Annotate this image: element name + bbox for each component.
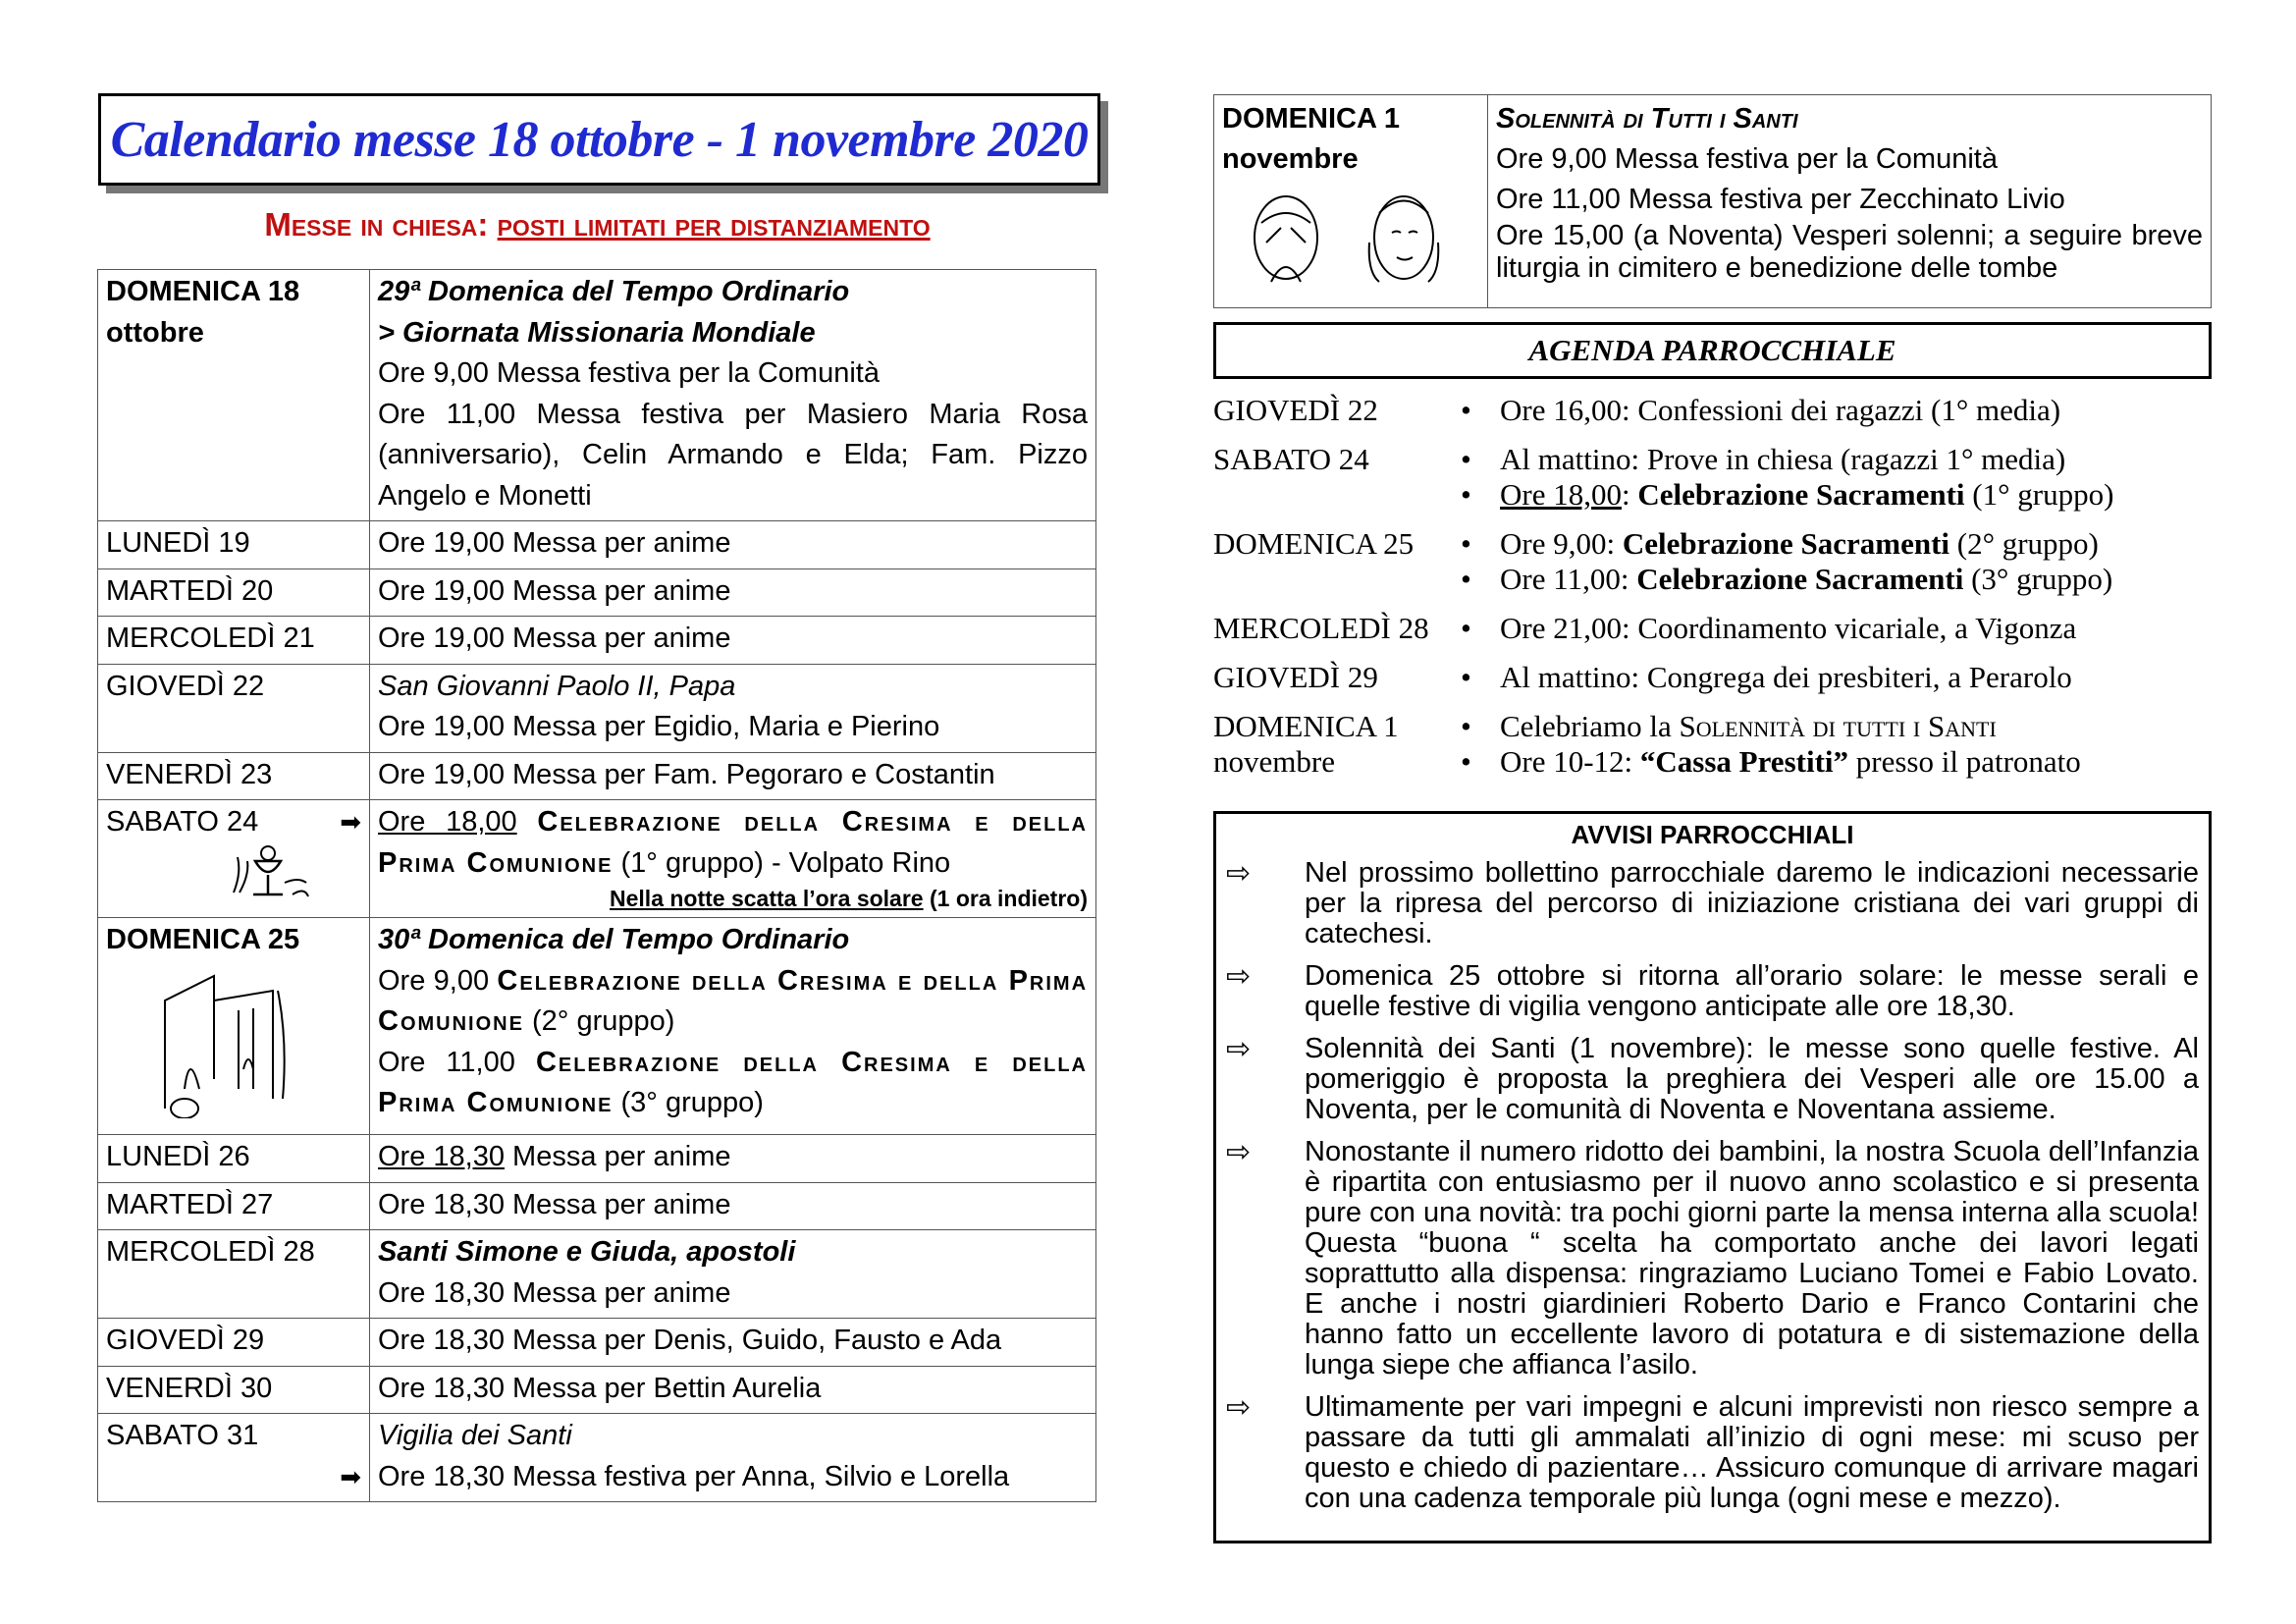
communion-chalice-icon [106, 843, 361, 913]
table-row [1214, 95, 2212, 308]
agenda-time: Ore 9,00: [1500, 526, 1623, 561]
day-cell [98, 270, 370, 521]
mass-line: Ore 19,00 Messa per anime [370, 617, 1096, 665]
mass-line: Ore 9,00 Messa festiva per la Comunità [378, 357, 880, 389]
table-row [98, 1230, 1096, 1319]
agenda-item [1459, 744, 2212, 780]
agenda-item: • Al mattino: Prove in chiesa (ragazzi 1° media) [1459, 442, 2212, 477]
agenda-day-month: novembre [1213, 744, 1335, 779]
subtitle-part1: Messe in chiesa: [264, 206, 489, 243]
mass-calendar-table [97, 269, 1096, 1502]
agenda-item: • Ore 16,00: Confessioni dei ragazzi (1° media) [1459, 393, 2212, 428]
agenda-row [1213, 442, 2212, 513]
table-row [98, 800, 1096, 918]
vigil-title: Vigilia dei Santi [378, 1420, 572, 1451]
day-label: MARTEDÌ 20 [98, 568, 370, 617]
note-rest: (1 ora indietro) [929, 886, 1088, 911]
day-label: DOMENICA 25 [106, 924, 300, 955]
agenda-time: Ore 11,00: [1500, 562, 1637, 596]
mass-line: Ore 19,00 Messa per Egidio, Maria e Pierino [378, 711, 940, 742]
hand-arrow-icon: ⇨ [1226, 857, 1252, 890]
arrow-right-icon: ➡ [340, 1461, 361, 1491]
agenda-row [1213, 393, 2212, 428]
arrow-right-icon: ➡ [340, 807, 361, 837]
liturgy-subtitle: > Giornata Missionaria Mondiale [378, 316, 816, 349]
notice-text: Domenica 25 ottobre si ritorna all’orario solare: le messe serali e quelle festive di vigilia vengono anticipate alle ore 18,30. [1305, 960, 2199, 1022]
day-label: VENERDÌ 23 [98, 752, 370, 800]
table-row [98, 1182, 1096, 1230]
notice-text: Solennità dei Santi (1 novembre): le messe sono quelle festive. Al pomeriggio è proposta la preghiera dei Vesperi alle ore 15.00 a Noventa, per le comunità di Noventa e Noventana assieme. [1305, 1033, 2199, 1125]
agenda-item: • Ore 21,00: Coordinamento vicariale, a Vigonza [1459, 611, 2212, 646]
mass-line: Ore 18,30 Messa per anime [378, 1276, 731, 1309]
day-cell [1214, 95, 1488, 308]
entry-cell [370, 270, 1096, 521]
title-box [98, 93, 1100, 186]
day-label: GIOVEDÌ 29 [98, 1319, 370, 1367]
mass-line: Ore 18,30 Messa per anime [370, 1182, 1096, 1230]
day-label: SABATO 31 [106, 1420, 259, 1451]
entry-cell [1488, 95, 2212, 308]
agenda-day: GIOVEDÌ 22 [1213, 393, 1378, 427]
table-row [98, 664, 1096, 752]
day-label: LUNEDÌ 26 [98, 1135, 370, 1183]
table-row [98, 1319, 1096, 1367]
agenda-day-label: DOMENICA 1 [1213, 709, 1399, 743]
notice-text: Nonostante il numero ridotto dei bambini, la nostra Scuola dell’Infanzia è ripartita con entusiasmo per il nuovo anno scolastico e si presenta pure con una novità: tra pochi giorni parte la mensa interna alla scuola! Questa “buona “ scelta ha comportato anche dei lavori legati soprattutto alla dispensa: ringraziamo Luciano Tomei e Fabio Lovato. E anche i nostri giardinieri Roberto Dario e Franco Contarini che hanno fatto un eccellente lavoro di potatura e di sistemazione della lunga siepe che affianca l’asilo. [1305, 1136, 2199, 1380]
day-label: GIOVEDÌ 22 [98, 664, 370, 752]
agenda-event: Celebrazione Sacramenti [1637, 477, 1965, 512]
table-row [98, 1366, 1096, 1414]
table-row [98, 521, 1096, 569]
entry-cell [370, 664, 1096, 752]
entry-cell [370, 1135, 1096, 1183]
mass-time: Ore 18,30 [378, 1141, 505, 1172]
mass-line: Messa per anime [512, 1141, 731, 1172]
table-row [98, 1135, 1096, 1183]
all-saints-table [1213, 94, 2212, 308]
agenda-item [1459, 526, 2212, 562]
subtitle-part2: posti limitati per distanziamento [497, 206, 931, 243]
agenda-heading [1213, 322, 2212, 379]
mass-line: Ore 11,00 Messa festiva per Masiero Maria Rosa (anniversario), Celin Armando e Elda; Fam. Pizzo Angelo e Monetti [378, 398, 1088, 512]
mass-line: Ore 19,00 Messa per Fam. Pegoraro e Costantin [370, 752, 1096, 800]
subtitle [98, 206, 1096, 244]
agenda-detail: (3° gruppo) [1963, 562, 2113, 596]
mass-line: Ore 15,00 (a Noventa) Vesperi solenni; a seguire breve liturgia in cimitero e benedizione delle tombe [1496, 220, 2203, 284]
table-row [98, 617, 1096, 665]
table-row [98, 1414, 1096, 1502]
day-label: VENERDÌ 30 [98, 1366, 370, 1414]
day-label: MERCOLEDÌ 21 [98, 617, 370, 665]
notices-title: AVVISI PARROCCHIALI [1571, 820, 1854, 849]
hand-arrow-icon: ⇨ [1226, 1136, 1252, 1168]
day-cell [98, 918, 370, 1135]
day-label: MARTEDÌ 27 [98, 1182, 370, 1230]
entry-cell [370, 1230, 1096, 1319]
mass-detail: (3° gruppo) [620, 1087, 764, 1118]
mass-line: Ore 11,00 Messa festiva per Zecchinato Livio [1496, 184, 2065, 215]
agenda-item: • Al mattino: Congrega dei presbiteri, a Perarolo [1459, 660, 2212, 695]
agenda-row [1213, 660, 2212, 695]
liturgy-title: 30ª Domenica del Tempo Ordinario [378, 924, 850, 955]
mass-line: Ore 18,30 Messa festiva per Anna, Silvio e Lorella [378, 1460, 1010, 1492]
agenda-day: SABATO 24 [1213, 442, 1369, 476]
notice-item [1226, 858, 2199, 949]
mass-time: Ore 18,00 [378, 806, 517, 838]
solemnity-title: Solennità di Tutti i Santi [1496, 103, 1798, 135]
agenda-title: AGENDA PARROCCHIALE [1528, 333, 1896, 367]
agenda-day [1213, 709, 1459, 780]
agenda-event: Solennità di tutti i Santi [1679, 709, 1997, 743]
table-row [98, 568, 1096, 617]
day-cell [98, 1414, 370, 1502]
mass-time: Ore 11,00 [378, 1046, 515, 1078]
table-row [98, 270, 1096, 521]
note-underlined: Nella notte scatta l’ora solare [610, 886, 924, 911]
notice-text: Nel prossimo bollettino parrocchiale daremo le indicazioni necessarie per la ripresa del percorso di iniziazione cristiana dei vari gruppi di catechesi. [1305, 857, 2199, 949]
day-label-month: novembre [1222, 143, 1359, 175]
entry-cell [370, 1414, 1096, 1502]
agenda-day: DOMENICA 25 [1213, 526, 1415, 561]
celebration-title: Celebrazione della Cresima e della Prima Comunione [378, 806, 1088, 879]
day-label-month: ottobre [106, 316, 204, 349]
mass-line: Ore 18,30 Messa per Bettin Aurelia [370, 1366, 1096, 1414]
agenda-item [1459, 562, 2212, 597]
agenda-item [1459, 709, 2212, 744]
agenda-item [1459, 477, 2212, 513]
agenda-time: Ore 18,00 [1500, 477, 1622, 512]
mass-line: Ore 9,00 Messa festiva per la Comunità [1496, 143, 1998, 175]
liturgy-title: 29ª Domenica del Tempo Ordinario [378, 276, 850, 307]
agenda-row [1213, 526, 2212, 597]
agenda-day: MERCOLEDÌ 28 [1213, 611, 1429, 645]
agenda-event: “Cassa Prestiti” [1639, 744, 1849, 779]
agenda-time: Ore 10-12: [1500, 744, 1640, 779]
entry-cell [370, 918, 1096, 1135]
agenda-row [1213, 611, 2212, 646]
church-drawing-icon [106, 961, 361, 1131]
agenda-detail: (1° gruppo) [1964, 477, 2114, 512]
praying-faces-icon [1222, 180, 1479, 303]
hand-arrow-icon: ⇨ [1226, 1391, 1252, 1424]
day-label: MERCOLEDÌ 28 [98, 1230, 370, 1319]
day-label: LUNEDÌ 19 [98, 521, 370, 569]
celebration-title: Celebrazione della Cresima e della Prima Comunione [378, 964, 1089, 1037]
notice-item [1226, 961, 2199, 1022]
mass-detail: (2° gruppo) [532, 1005, 675, 1037]
mass-line: Ore 19,00 Messa per anime [370, 568, 1096, 617]
mass-detail: (1° gruppo) - Volpato Rino [620, 846, 951, 879]
notice-text: Ultimamente per vari impegni e alcuni imprevisti non riesco sempre a passare da tutti gli ammalati all’inizio di ogni mese: mi scuso per questo e chiedo di pazientare… Assicuro comunque di arrivare magari con una cadenza temporale più lunga (ogni mese e mezzo). [1305, 1391, 2199, 1514]
day-cell [98, 800, 370, 918]
agenda-event: Celebrazione Sacramenti [1636, 562, 1964, 596]
table-row [98, 752, 1096, 800]
hand-arrow-icon: ⇨ [1226, 1033, 1252, 1065]
notice-item [1226, 1137, 2199, 1380]
day-label: DOMENICA 18 [106, 276, 300, 307]
notices-box [1213, 811, 2212, 1543]
mass-line: Ore 18,30 Messa per Denis, Guido, Fausto e Ada [370, 1319, 1096, 1367]
saint-name: Santi Simone e Giuda, apostoli [378, 1236, 796, 1268]
day-label: SABATO 24 [106, 806, 259, 838]
agenda-sep: : [1621, 477, 1638, 512]
agenda-event: Celebrazione Sacramenti [1622, 526, 1950, 561]
agenda-list [1213, 393, 2212, 793]
saint-name: San Giovanni Paolo II, Papa [378, 670, 736, 702]
page-title: Calendario messe 18 ottobre - 1 novembre 2020 [110, 111, 1089, 168]
agenda-detail: (2° gruppo) [1949, 526, 2099, 561]
agenda-day: GIOVEDÌ 29 [1213, 660, 1378, 694]
notice-item [1226, 1392, 2199, 1514]
mass-time: Ore 9,00 [378, 964, 490, 997]
agenda-text: Celebriamo la [1500, 709, 1680, 743]
solar-time-note [378, 884, 1088, 913]
agenda-detail: presso il patronato [1848, 744, 2081, 779]
mass-line: Ore 19,00 Messa per anime [370, 521, 1096, 569]
table-row [98, 918, 1096, 1135]
day-label: DOMENICA 1 [1222, 103, 1400, 135]
agenda-row [1213, 709, 2212, 780]
entry-cell [370, 800, 1096, 918]
notice-item [1226, 1034, 2199, 1125]
celebration-title: Celebrazione della Cresima e della Prima Comunione [378, 1046, 1088, 1118]
hand-arrow-icon: ⇨ [1226, 960, 1252, 993]
